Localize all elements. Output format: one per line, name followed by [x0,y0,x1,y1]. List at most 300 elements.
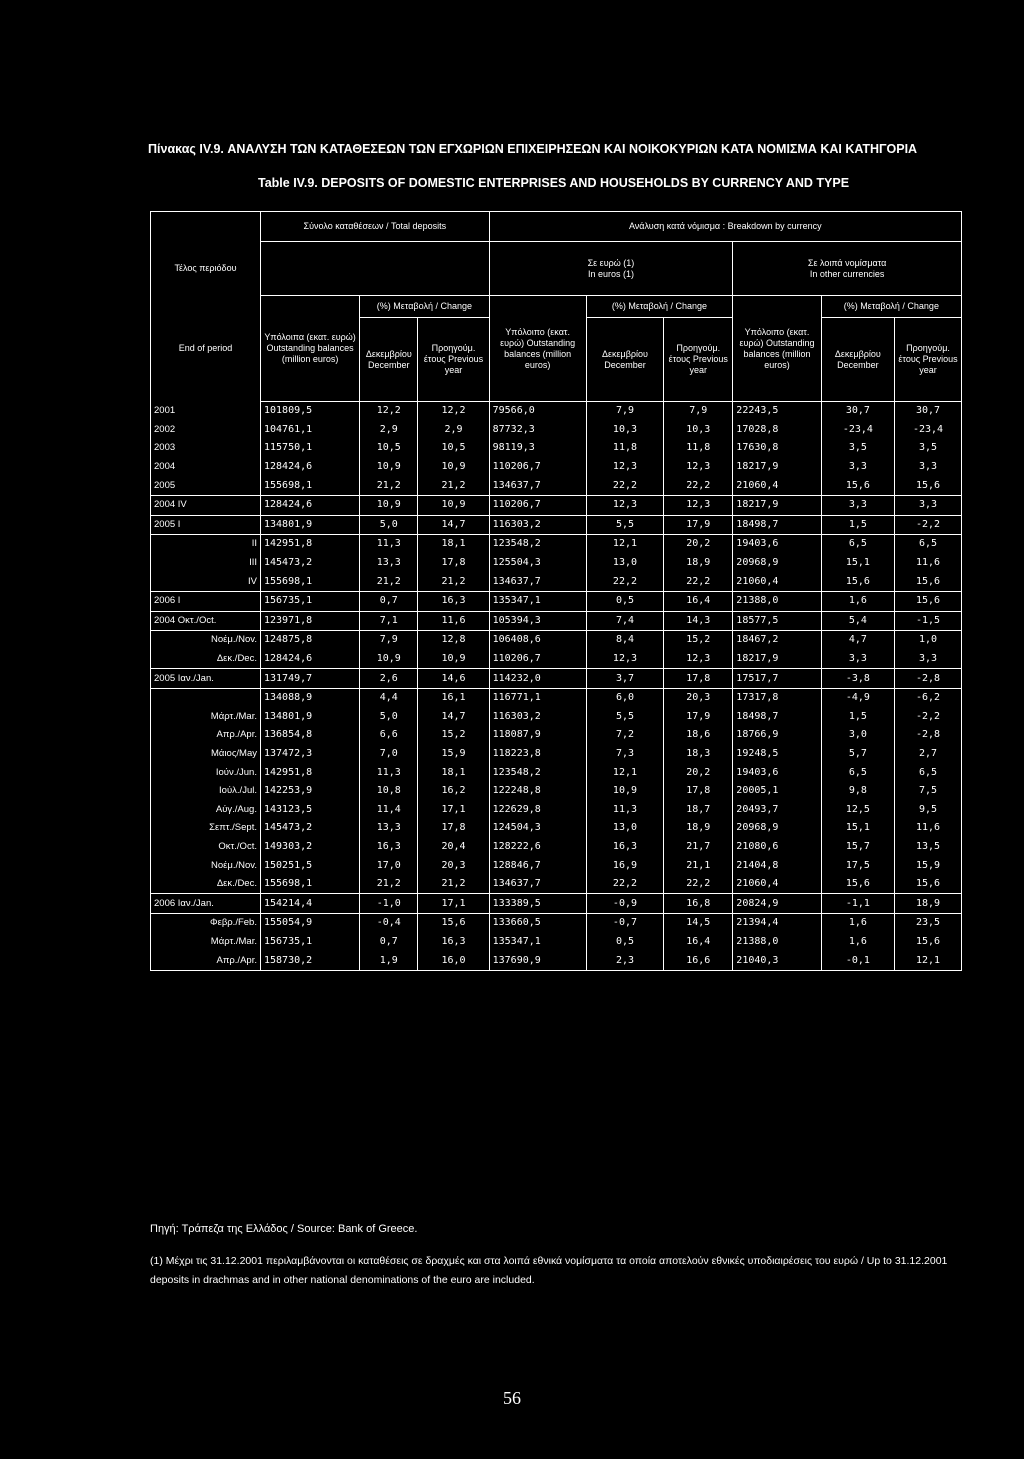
value-cell: 12,3 [664,458,733,477]
value-cell: 18,7 [664,800,733,819]
table-row [151,914,962,933]
table-row [151,611,962,631]
value-cell: 154214,4 [260,894,359,914]
table-row [151,554,962,573]
table-row [151,933,962,952]
value-cell: 11,3 [360,763,418,782]
value-cell: 1,6 [821,591,894,611]
period-cell: 2006 Ιαν./Jan. [151,894,261,914]
value-cell: -2,2 [895,515,962,535]
total-outstanding-header: Υπόλοιπα (εκατ. ευρώ) Outstanding balances (million euros) [260,296,359,402]
value-cell: 11,8 [586,439,664,458]
value-cell: 7,4 [586,611,664,631]
value-cell: 17,1 [418,800,489,819]
value-cell: 116303,2 [489,708,586,727]
value-cell: 115750,1 [260,439,359,458]
value-cell: 21080,6 [733,838,821,857]
value-cell: 10,5 [360,439,418,458]
table-row [151,800,962,819]
value-cell: 7,9 [586,402,664,421]
value-cell: -2,8 [895,726,962,745]
value-cell: 142951,8 [260,763,359,782]
value-cell: 12,3 [586,650,664,669]
total-change-header: (%) Μεταβολή / Change [360,296,489,318]
value-cell: -23,4 [895,421,962,440]
table-body [151,402,962,971]
value-cell: 15,6 [895,933,962,952]
value-cell: 17,9 [664,515,733,535]
value-cell: -23,4 [821,421,894,440]
value-cell: -2,2 [895,708,962,727]
value-cell: 16,3 [586,838,664,857]
value-cell: 13,3 [360,819,418,838]
value-cell: 4,7 [821,631,894,650]
value-cell: -0,7 [586,914,664,933]
deposits-table [150,211,962,971]
value-cell: 8,4 [586,631,664,650]
value-cell: 87732,3 [489,421,586,440]
value-cell: 21394,4 [733,914,821,933]
value-cell: 3,3 [821,458,894,477]
value-cell: 12,1 [586,763,664,782]
value-cell: 134801,9 [260,515,359,535]
other-december-header: Δεκεμβρίου December [821,318,894,402]
value-cell: 21,1 [664,856,733,875]
value-cell: 155054,9 [260,914,359,933]
value-cell: 10,9 [418,650,489,669]
value-cell: 3,7 [586,669,664,689]
value-cell: 156735,1 [260,933,359,952]
period-cell [151,688,261,707]
value-cell: 5,0 [360,708,418,727]
value-cell: 20,3 [418,856,489,875]
value-cell: 6,5 [821,763,894,782]
value-cell: 17,8 [664,782,733,801]
value-cell: 9,5 [895,800,962,819]
value-cell: 22,2 [664,572,733,591]
value-cell: 21,2 [360,572,418,591]
value-cell: 105394,3 [489,611,586,631]
value-cell: 16,4 [664,933,733,952]
value-cell: 4,4 [360,688,418,707]
value-cell: 22243,5 [733,402,821,421]
value-cell: 10,9 [360,458,418,477]
value-cell: 3,3 [895,495,962,515]
value-cell: 98119,3 [489,439,586,458]
table-row [151,515,962,535]
total-deposits-header: Σύνολο καταθέσεων / Total deposits [260,212,489,242]
value-cell: 15,1 [821,819,894,838]
value-cell: 16,9 [586,856,664,875]
value-cell: 10,8 [360,782,418,801]
period-cell: Αύγ./Aug. [151,800,261,819]
value-cell: 12,3 [586,495,664,515]
value-cell: 21060,4 [733,875,821,894]
value-cell: 16,3 [418,591,489,611]
value-cell: 14,7 [418,515,489,535]
value-cell: 0,7 [360,933,418,952]
value-cell: -0,1 [821,951,894,970]
value-cell: 134801,9 [260,708,359,727]
value-cell: 22,2 [664,875,733,894]
value-cell: 21388,0 [733,591,821,611]
period-cell: Μάρτ./Mar. [151,933,261,952]
value-cell: 123548,2 [489,535,586,554]
table-row [151,951,962,970]
value-cell: 123548,2 [489,763,586,782]
value-cell: 10,9 [360,495,418,515]
total-previous-year-header: Προηγούμ. έτους Previous year [418,318,489,402]
value-cell: -1,0 [360,894,418,914]
value-cell: 5,5 [586,708,664,727]
value-cell: 11,8 [664,439,733,458]
value-cell: 17,9 [664,708,733,727]
table-title-english: Table IV.9. DEPOSITS OF DOMESTIC ENTERPRISES AND HOUSEHOLDS BY CURRENCY AND TYPE [258,176,850,190]
value-cell: 131749,7 [260,669,359,689]
period-cell: Δεκ./Dec. [151,650,261,669]
value-cell: 128846,7 [489,856,586,875]
table-row [151,763,962,782]
value-cell: 21404,8 [733,856,821,875]
value-cell: 123971,8 [260,611,359,631]
other-change-header: (%) Μεταβολή / Change [821,296,961,318]
value-cell: -0,9 [586,894,664,914]
value-cell: 16,2 [418,782,489,801]
value-cell: 158730,2 [260,951,359,970]
table-row [151,745,962,764]
period-cell: 2003 [151,439,261,458]
value-cell: 18467,2 [733,631,821,650]
value-cell: 17630,8 [733,439,821,458]
period-cell: Δεκ./Dec. [151,875,261,894]
value-cell: 21040,3 [733,951,821,970]
value-cell: 15,6 [821,572,894,591]
value-cell: 7,9 [664,402,733,421]
period-header-top [151,212,261,242]
period-cell: 2005 I [151,515,261,535]
period-cell: 2004 IV [151,495,261,515]
value-cell: 3,5 [821,439,894,458]
value-cell: 20,4 [418,838,489,857]
value-cell: 16,1 [418,688,489,707]
value-cell: 137690,9 [489,951,586,970]
value-cell: 15,9 [418,745,489,764]
table-row [151,708,962,727]
period-cell: Νοέμ./Nov. [151,631,261,650]
value-cell: 13,3 [360,554,418,573]
table-row [151,669,962,689]
value-cell: 21,2 [418,572,489,591]
value-cell: 6,6 [360,726,418,745]
value-cell: 10,9 [418,458,489,477]
value-cell: 11,3 [360,535,418,554]
value-cell: 17,8 [418,554,489,573]
page-number: 56 [503,1388,521,1408]
table-row [151,838,962,857]
value-cell: 2,3 [586,951,664,970]
value-cell: 133389,5 [489,894,586,914]
value-cell: 18498,7 [733,708,821,727]
value-cell: 10,9 [586,782,664,801]
value-cell: 1,0 [895,631,962,650]
table-row [151,458,962,477]
value-cell: -4,9 [821,688,894,707]
value-cell: 22,2 [586,476,664,495]
table-row [151,782,962,801]
value-cell: 7,3 [586,745,664,764]
value-cell: 18498,7 [733,515,821,535]
value-cell: 15,6 [895,572,962,591]
value-cell: 7,9 [360,631,418,650]
other-outstanding-header: Υπόλοιπο (εκατ. ευρώ) Outstanding balances (million euros) [733,296,821,402]
value-cell: 7,1 [360,611,418,631]
period-cell: Νοέμ./Nov. [151,856,261,875]
period-header-greek: Τέλος περιόδου [151,242,261,296]
value-cell: 21,7 [664,838,733,857]
value-cell: 0,7 [360,591,418,611]
value-cell: 17317,8 [733,688,821,707]
period-cell: II [151,535,261,554]
value-cell: 6,5 [821,535,894,554]
value-cell: 1,6 [821,933,894,952]
value-cell: 20,2 [664,763,733,782]
value-cell: 1,6 [821,914,894,933]
value-cell: -6,2 [895,688,962,707]
value-cell: 16,3 [360,838,418,857]
value-cell: 12,8 [418,631,489,650]
period-cell: Φεβρ./Feb. [151,914,261,933]
value-cell: 15,6 [821,476,894,495]
value-cell: 17,8 [418,819,489,838]
period-cell: 2005 [151,476,261,495]
value-cell: 10,9 [418,495,489,515]
footnote: (1) Μέχρι τις 31.12.2001 περιλαμβάνονται οι καταθέσεις σε δραχμές και στα λοιπά εθνικά νομίσματα τα οποία αποτελούν εθνικές υποδιαιρέσεις του ευρώ / Up to 31.12.2001 deposits in drachmas and in other national denominations of the euro are included. [150,1255,948,1286]
value-cell: 149303,2 [260,838,359,857]
value-cell: 16,8 [664,894,733,914]
value-cell: 16,3 [418,933,489,952]
value-cell: 20,2 [664,535,733,554]
value-cell: 3,0 [821,726,894,745]
value-cell: 79566,0 [489,402,586,421]
value-cell: 14,6 [418,669,489,689]
table-row [151,439,962,458]
period-cell: Σεπτ./Sept. [151,819,261,838]
table-title-greek: Πίνακας IV.9. ΑΝΑΛΥΣΗ ΤΩΝ ΚΑΤΑΘΕΣΕΩΝ ΤΩΝ ΕΓΧΩΡΙΩΝ ΕΠΙΧΕΙΡΗΣΕΩΝ ΚΑΙ ΝΟΙΚΟΚΥΡΙΩΝ ΚΑΤΑ ΝΟΜΙΣΜΑ ΚΑΙ ΚΑΤΗΓΟΡΙΑ [148,142,918,156]
table-row [151,421,962,440]
value-cell: 18217,9 [733,458,821,477]
value-cell: 135347,1 [489,933,586,952]
value-cell: 12,3 [586,458,664,477]
table-row [151,856,962,875]
value-cell: 124504,3 [489,819,586,838]
value-cell: 15,6 [418,914,489,933]
value-cell: 18,9 [664,554,733,573]
value-cell: 0,5 [586,591,664,611]
value-cell: 7,5 [895,782,962,801]
value-cell: 30,7 [821,402,894,421]
value-cell: 5,5 [586,515,664,535]
value-cell: 19403,6 [733,535,821,554]
value-cell: 11,4 [360,800,418,819]
value-cell: 2,7 [895,745,962,764]
table-row [151,631,962,650]
value-cell: 110206,7 [489,650,586,669]
value-cell: 11,6 [895,554,962,573]
value-cell: 15,9 [895,856,962,875]
value-cell: 23,5 [895,914,962,933]
table-row [151,688,962,707]
value-cell: -1,1 [821,894,894,914]
value-cell: 124875,8 [260,631,359,650]
value-cell: 15,1 [821,554,894,573]
value-cell: 11,6 [418,611,489,631]
value-cell: 155698,1 [260,572,359,591]
value-cell: 3,3 [821,495,894,515]
euro-december-header: Δεκεμβρίου December [586,318,664,402]
value-cell: 9,8 [821,782,894,801]
value-cell: 20968,9 [733,819,821,838]
period-cell: Ιούν./Jun. [151,763,261,782]
value-cell: 3,3 [895,458,962,477]
value-cell: 3,3 [895,650,962,669]
value-cell: 156735,1 [260,591,359,611]
value-cell: 143123,5 [260,800,359,819]
table-row [151,726,962,745]
value-cell: 12,3 [664,495,733,515]
value-cell: 6,5 [895,535,962,554]
table-row [151,894,962,914]
value-cell: 1,5 [821,515,894,535]
value-cell: 142951,8 [260,535,359,554]
table-row [151,591,962,611]
value-cell: 101809,5 [260,402,359,421]
value-cell: 16,0 [418,951,489,970]
value-cell: 12,2 [360,402,418,421]
value-cell: 22,2 [664,476,733,495]
period-cell: IV [151,572,261,591]
value-cell: 1,5 [821,708,894,727]
value-cell: 15,6 [895,476,962,495]
value-cell: 6,0 [586,688,664,707]
table-row [151,402,962,421]
value-cell: 116303,2 [489,515,586,535]
value-cell: 19403,6 [733,763,821,782]
value-cell: 13,0 [586,819,664,838]
value-cell: 104761,1 [260,421,359,440]
value-cell: 18,3 [664,745,733,764]
value-cell: 20493,7 [733,800,821,819]
value-cell: 128424,6 [260,650,359,669]
value-cell: 22,2 [586,572,664,591]
table-row [151,875,962,894]
value-cell: 22,2 [586,875,664,894]
total-december-header: Δεκεμβρίου December [360,318,418,402]
value-cell: 14,5 [664,914,733,933]
period-header-english: End of period [151,296,261,402]
value-cell: 17517,7 [733,669,821,689]
period-cell: III [151,554,261,573]
value-cell: 21,2 [360,476,418,495]
value-cell: 5,4 [821,611,894,631]
value-cell: 16,4 [664,591,733,611]
value-cell: 18,9 [895,894,962,914]
value-cell: 18577,5 [733,611,821,631]
value-cell: 5,7 [821,745,894,764]
value-cell: 18217,9 [733,495,821,515]
other-currencies-header: Σε λοιπά νομίσματα In other currencies [733,242,962,296]
value-cell: 11,3 [586,800,664,819]
value-cell: 20968,9 [733,554,821,573]
value-cell: 155698,1 [260,476,359,495]
value-cell: 21060,4 [733,572,821,591]
value-cell: 14,7 [418,708,489,727]
value-cell: 15,7 [821,838,894,857]
value-cell: 14,3 [664,611,733,631]
value-cell: 17,1 [418,894,489,914]
value-cell: 30,7 [895,402,962,421]
value-cell: 20,3 [664,688,733,707]
other-previous-year-header: Προηγούμ. έτους Previous year [895,318,962,402]
value-cell: 21,2 [418,875,489,894]
value-cell: -1,5 [895,611,962,631]
value-cell: 11,6 [895,819,962,838]
value-cell: 18217,9 [733,650,821,669]
source-note: Πηγή: Τράπεζα της Ελλάδος / Source: Bank of Greece. [150,1223,418,1235]
value-cell: 15,2 [418,726,489,745]
value-cell: 128222,6 [489,838,586,857]
value-cell: 10,3 [664,421,733,440]
table-row [151,476,962,495]
value-cell: -0,4 [360,914,418,933]
value-cell: 12,5 [821,800,894,819]
value-cell: 145473,2 [260,554,359,573]
value-cell: 12,2 [418,402,489,421]
period-cell: 2004 [151,458,261,477]
value-cell: 118087,9 [489,726,586,745]
value-cell: 5,0 [360,515,418,535]
value-cell: 2,9 [360,421,418,440]
value-cell: 128424,6 [260,458,359,477]
value-cell: 10,5 [418,439,489,458]
value-cell: 125504,3 [489,554,586,573]
total-spacer [260,242,489,296]
value-cell: 15,6 [895,591,962,611]
value-cell: 110206,7 [489,458,586,477]
value-cell: 122248,8 [489,782,586,801]
value-cell: 3,5 [895,439,962,458]
value-cell: 2,6 [360,669,418,689]
value-cell: 17,8 [664,669,733,689]
value-cell: 18,9 [664,819,733,838]
value-cell: 137472,3 [260,745,359,764]
value-cell: -3,8 [821,669,894,689]
value-cell: 118223,8 [489,745,586,764]
table-row [151,819,962,838]
value-cell: 17,0 [360,856,418,875]
value-cell: 135347,1 [489,591,586,611]
euro-change-header: (%) Μεταβολή / Change [586,296,733,318]
value-cell: 134637,7 [489,875,586,894]
value-cell: 19248,5 [733,745,821,764]
euro-previous-year-header: Προηγούμ. έτους Previous year [664,318,733,402]
value-cell: 17028,8 [733,421,821,440]
value-cell: 21,2 [360,875,418,894]
value-cell: 136854,8 [260,726,359,745]
value-cell: 114232,0 [489,669,586,689]
value-cell: -2,8 [895,669,962,689]
value-cell: 134637,7 [489,572,586,591]
period-cell: Μάιος/May [151,745,261,764]
